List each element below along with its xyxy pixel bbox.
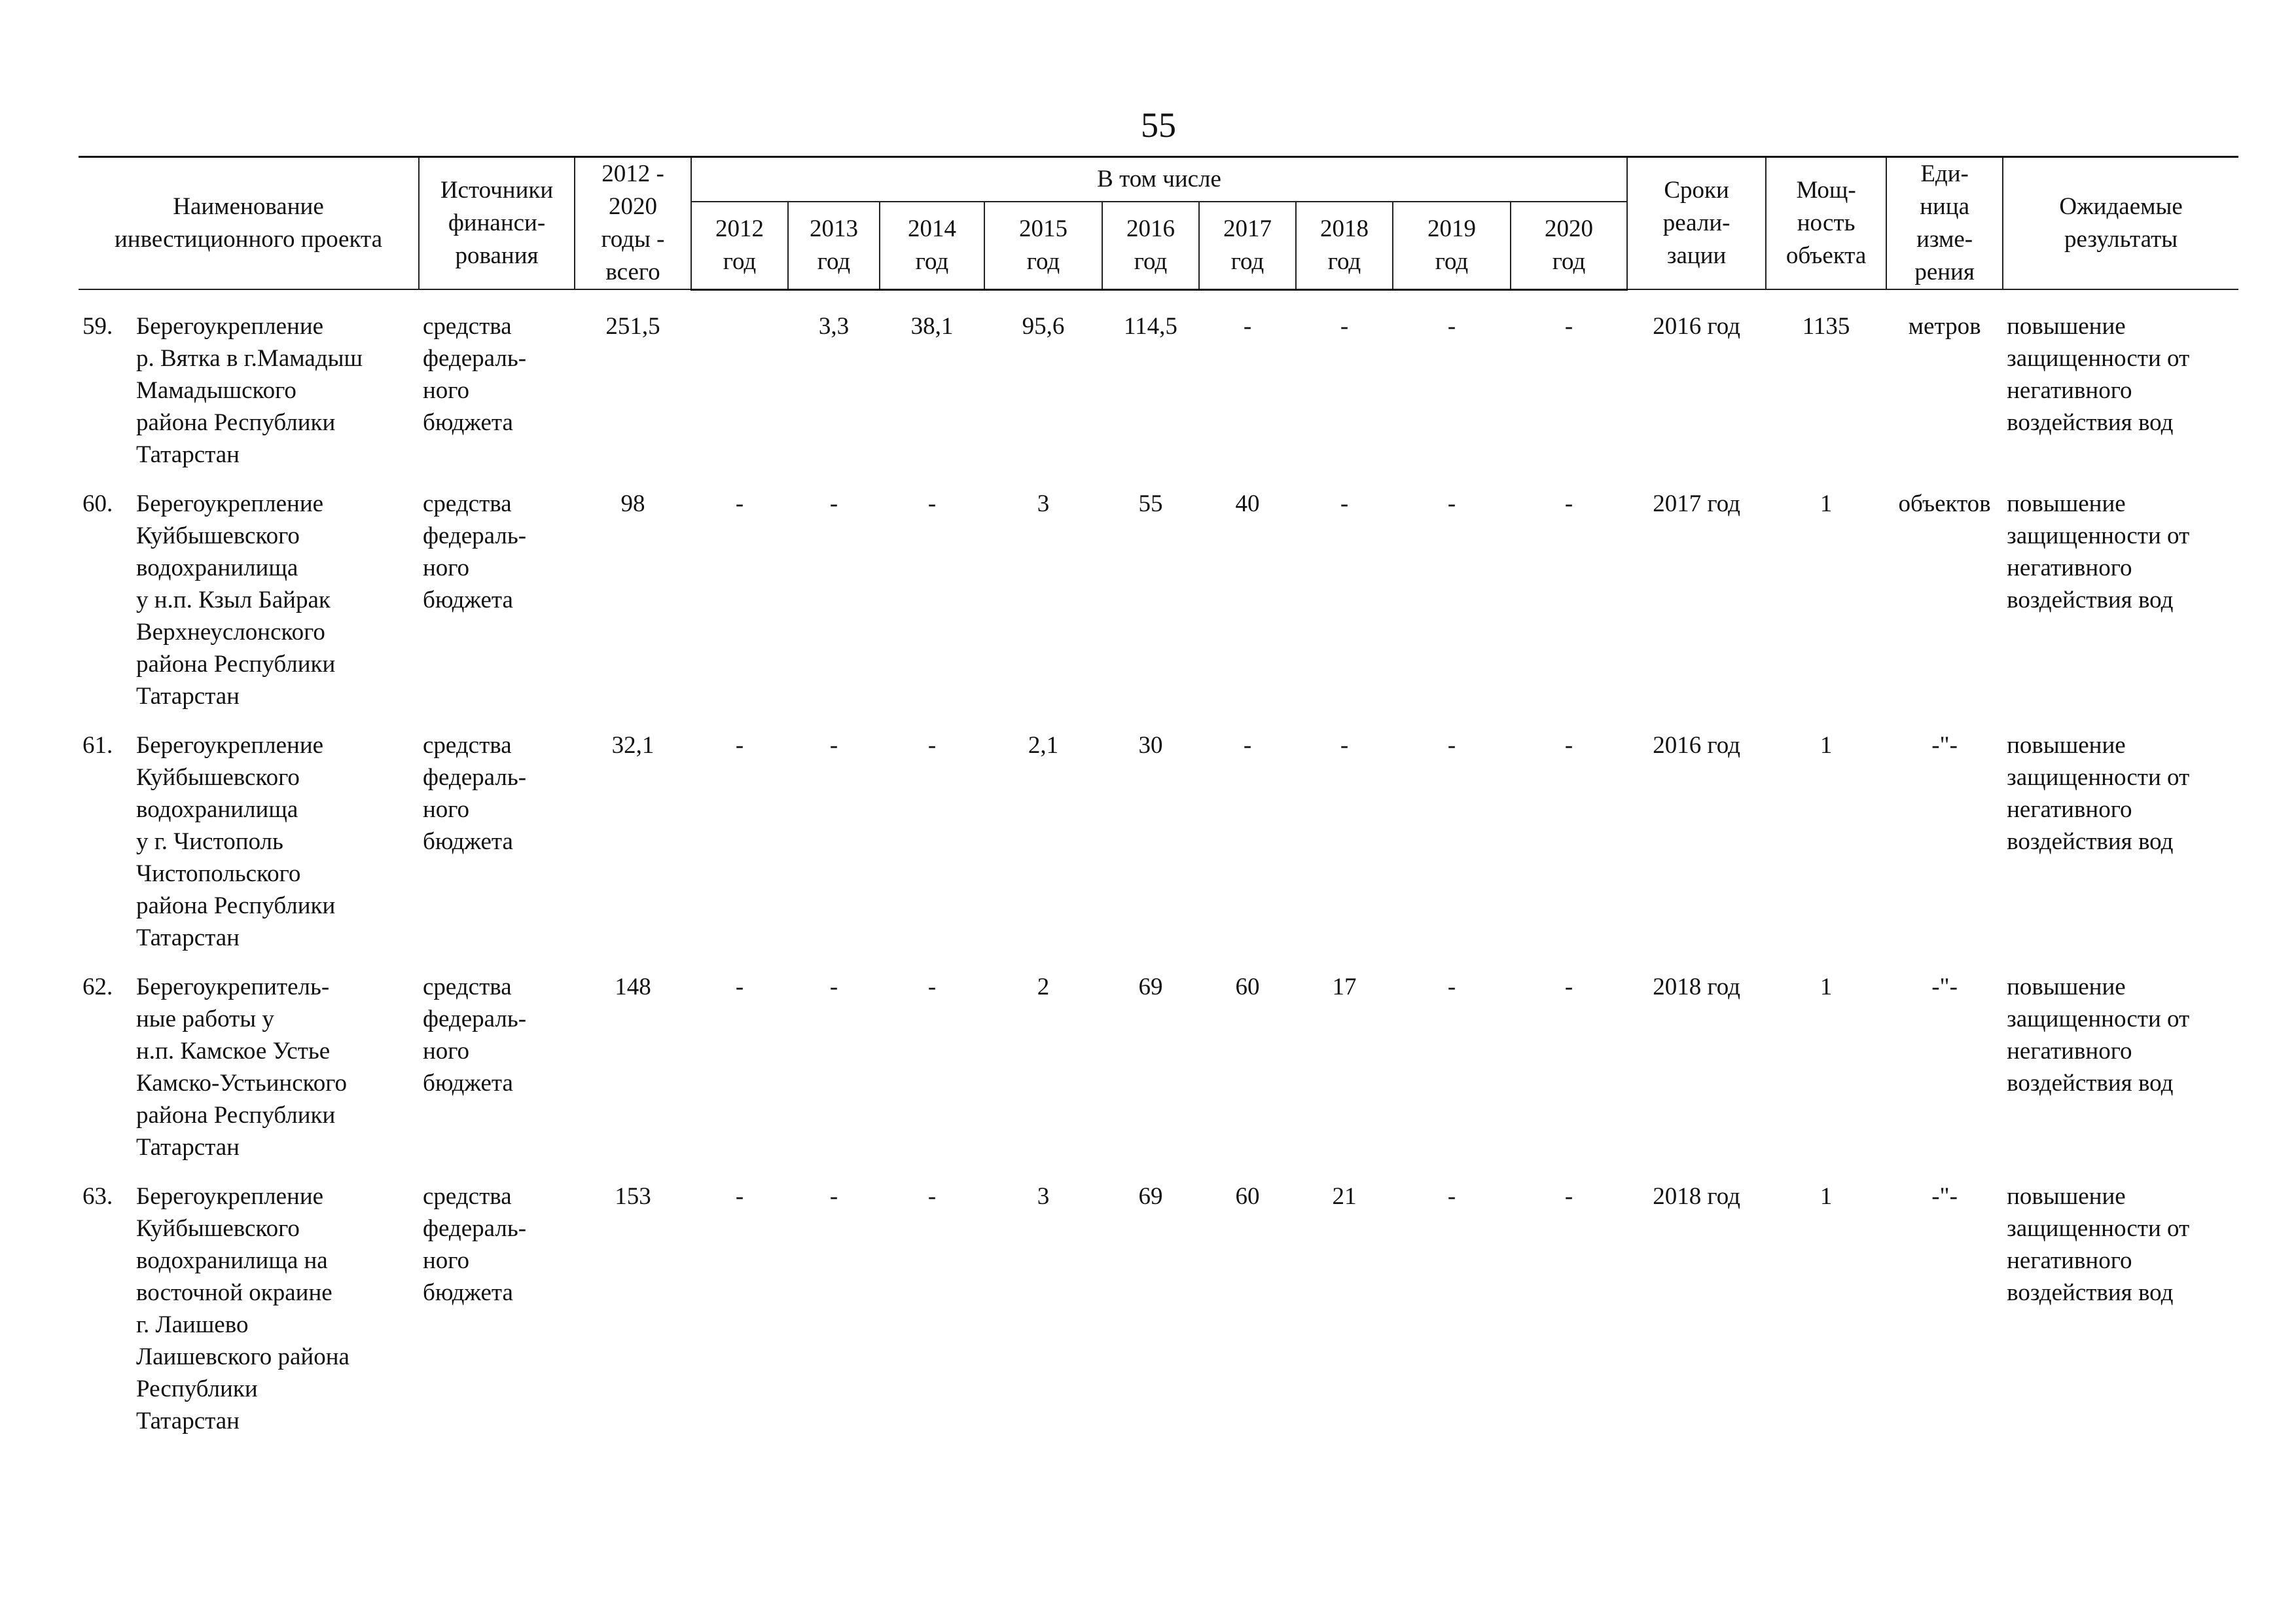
year-value-cell: - <box>829 490 838 517</box>
year-value-cell: - <box>1340 731 1349 759</box>
row-number: 60. <box>82 490 113 517</box>
unit-cell: объектов <box>1898 490 1991 517</box>
year-value-cell: - <box>1564 973 1573 1000</box>
year-value-cell: 69 <box>1138 1182 1163 1210</box>
year-value-cell: 69 <box>1138 973 1163 1000</box>
unit-cell: -"- <box>1931 1182 1958 1210</box>
project-name: Берегоукрепление Куйбышевского водохранилища у н.п. Кзыл Байрак Верхнеуслонского района Республики Татарстан <box>136 490 336 710</box>
header-unit: Еди- ница изме- рения <box>1886 157 2003 290</box>
row-number: 61. <box>82 731 113 759</box>
year-value-cell: - <box>735 731 744 759</box>
year-value-cell: - <box>829 1182 838 1210</box>
unit-cell: метров <box>1908 312 1981 340</box>
year-value-cell: 3 <box>1037 1182 1050 1210</box>
project-name-cell <box>79 971 419 1180</box>
row-number: 59. <box>82 312 113 340</box>
year-value-cell: - <box>735 490 744 517</box>
year-value-cell: 17 <box>1332 973 1357 1000</box>
year-value-cell: 60 <box>1235 1182 1260 1210</box>
year-value-cell: 3,3 <box>818 312 850 340</box>
year-value-cell: 40 <box>1235 490 1260 517</box>
table-row <box>79 310 2238 488</box>
year-value-cell: - <box>1447 1182 1456 1210</box>
expected-result-cell: повышение защищенности от негативного воздействия вод <box>2007 973 2190 1097</box>
unit-cell: -"- <box>1931 973 1958 1000</box>
investment-projects-table <box>79 156 2238 1454</box>
capacity-cell: 1 <box>1820 973 1833 1000</box>
total-cell: 148 <box>615 973 651 1000</box>
table-row <box>79 1180 2238 1454</box>
term-cell: 2017 год <box>1653 490 1740 517</box>
year-value-cell <box>691 310 788 488</box>
header-funding-sources: Источники финанси- рования <box>419 157 575 290</box>
table-row <box>79 971 2238 1180</box>
total-cell: 98 <box>620 490 645 517</box>
header-year: 2013 год <box>788 202 880 289</box>
header-including: В том числе <box>691 157 1627 202</box>
header-year: 2020 год <box>1511 202 1627 289</box>
year-value-cell: 2 <box>1037 973 1050 1000</box>
total-cell: 32,1 <box>611 731 655 759</box>
expected-result-cell: повышение защищенности от негативного воздействия вод <box>2007 1182 2190 1306</box>
header-terms: Сроки реали- зации <box>1627 157 1766 290</box>
capacity-cell: 1 <box>1820 731 1833 759</box>
total-cell: 251,5 <box>605 312 660 340</box>
row-number: 63. <box>82 1182 113 1210</box>
year-value-cell: - <box>927 731 937 759</box>
year-value-cell: - <box>1447 490 1456 517</box>
header-year: 2015 год <box>984 202 1102 289</box>
header-year: 2018 год <box>1296 202 1393 289</box>
table-row <box>79 729 2238 971</box>
year-value-cell: - <box>927 490 937 517</box>
year-value-cell: - <box>1447 973 1456 1000</box>
header-project-name: Наименование инвестиционного проекта <box>79 157 419 290</box>
funding-source-cell: средства федераль- ного бюджета <box>423 312 527 436</box>
year-value-cell: 21 <box>1332 1182 1357 1210</box>
year-value-cell: 38,1 <box>910 312 954 340</box>
table-body <box>79 289 2238 1454</box>
year-value-cell: - <box>927 1182 937 1210</box>
header-results: Ожидаемые результаты <box>2003 157 2238 290</box>
year-value-cell: - <box>735 1182 744 1210</box>
year-value-cell: - <box>1564 312 1573 340</box>
capacity-cell: 1135 <box>1802 312 1850 340</box>
funding-source-cell: средства федераль- ного бюджета <box>423 1182 527 1306</box>
funding-source-cell: средства федераль- ного бюджета <box>423 973 527 1097</box>
year-value-cell: - <box>1243 731 1252 759</box>
project-name: Берегоукрепитель- ные работы у н.п. Камское Устье Камско-Устьинского района Республики Татарстан <box>136 973 347 1161</box>
project-name-cell <box>79 310 419 488</box>
year-value-cell: - <box>1564 731 1573 759</box>
header-year: 2012 год <box>691 202 788 289</box>
term-cell: 2016 год <box>1653 731 1740 759</box>
investment-projects-table-area <box>79 156 2238 1454</box>
term-cell: 2018 год <box>1653 973 1740 1000</box>
project-name: Берегоукрепление р. Вятка в г.Мамадыш Мамадышского района Республики Татарстан <box>136 312 363 468</box>
year-value-cell: - <box>1243 312 1252 340</box>
term-cell: 2016 год <box>1653 312 1740 340</box>
year-value-cell: 55 <box>1138 490 1163 517</box>
year-value-cell: 30 <box>1138 731 1163 759</box>
funding-source-cell: средства федераль- ного бюджета <box>423 731 527 855</box>
year-value-cell: 3 <box>1037 490 1050 517</box>
funding-source-cell: средства федераль- ного бюджета <box>423 490 527 613</box>
project-name-cell <box>79 488 419 729</box>
year-value-cell: 95,6 <box>1022 312 1065 340</box>
project-name-cell <box>79 729 419 971</box>
year-value-cell: - <box>1447 731 1456 759</box>
project-name-cell <box>79 1180 419 1454</box>
year-value-cell: - <box>1564 1182 1573 1210</box>
capacity-cell: 1 <box>1820 490 1833 517</box>
capacity-cell: 1 <box>1820 1182 1833 1210</box>
header-total: 2012 - 2020 годы - всего <box>575 157 691 290</box>
header-year: 2019 год <box>1393 202 1511 289</box>
page-number: 55 <box>1141 105 1176 145</box>
year-value-cell: 2,1 <box>1028 731 1059 759</box>
row-number: 62. <box>82 973 113 1000</box>
header-year: 2016 год <box>1102 202 1199 289</box>
project-name: Берегоукрепление Куйбышевского водохранилища на восточной окраине г. Лаишево Лаишевского района Республики Татарстан <box>136 1182 350 1434</box>
header-capacity: Мощ- ность объекта <box>1766 157 1886 290</box>
year-value-cell: - <box>1340 490 1349 517</box>
header-year: 2014 год <box>880 202 984 289</box>
expected-result-cell: повышение защищенности от негативного воздействия вод <box>2007 312 2190 436</box>
year-value-cell: - <box>1340 312 1349 340</box>
year-value-cell: - <box>927 973 937 1000</box>
header-year: 2017 год <box>1199 202 1296 289</box>
term-cell: 2018 год <box>1653 1182 1740 1210</box>
year-value-cell: 60 <box>1235 973 1260 1000</box>
project-name: Берегоукрепление Куйбышевского водохранилища у г. Чистополь Чистопольского района Республики Татарстан <box>136 731 336 951</box>
unit-cell: -"- <box>1931 731 1958 759</box>
table-row <box>79 488 2238 729</box>
expected-result-cell: повышение защищенности от негативного воздействия вод <box>2007 731 2190 855</box>
expected-result-cell: повышение защищенности от негативного воздействия вод <box>2007 490 2190 613</box>
year-value-cell: - <box>829 731 838 759</box>
year-value-cell: - <box>1447 312 1456 340</box>
year-value-cell: 114,5 <box>1124 312 1177 340</box>
year-value-cell: - <box>735 973 744 1000</box>
year-value-cell: - <box>829 973 838 1000</box>
table-header <box>79 157 2238 290</box>
year-value-cell: - <box>1564 490 1573 517</box>
total-cell: 153 <box>615 1182 651 1210</box>
